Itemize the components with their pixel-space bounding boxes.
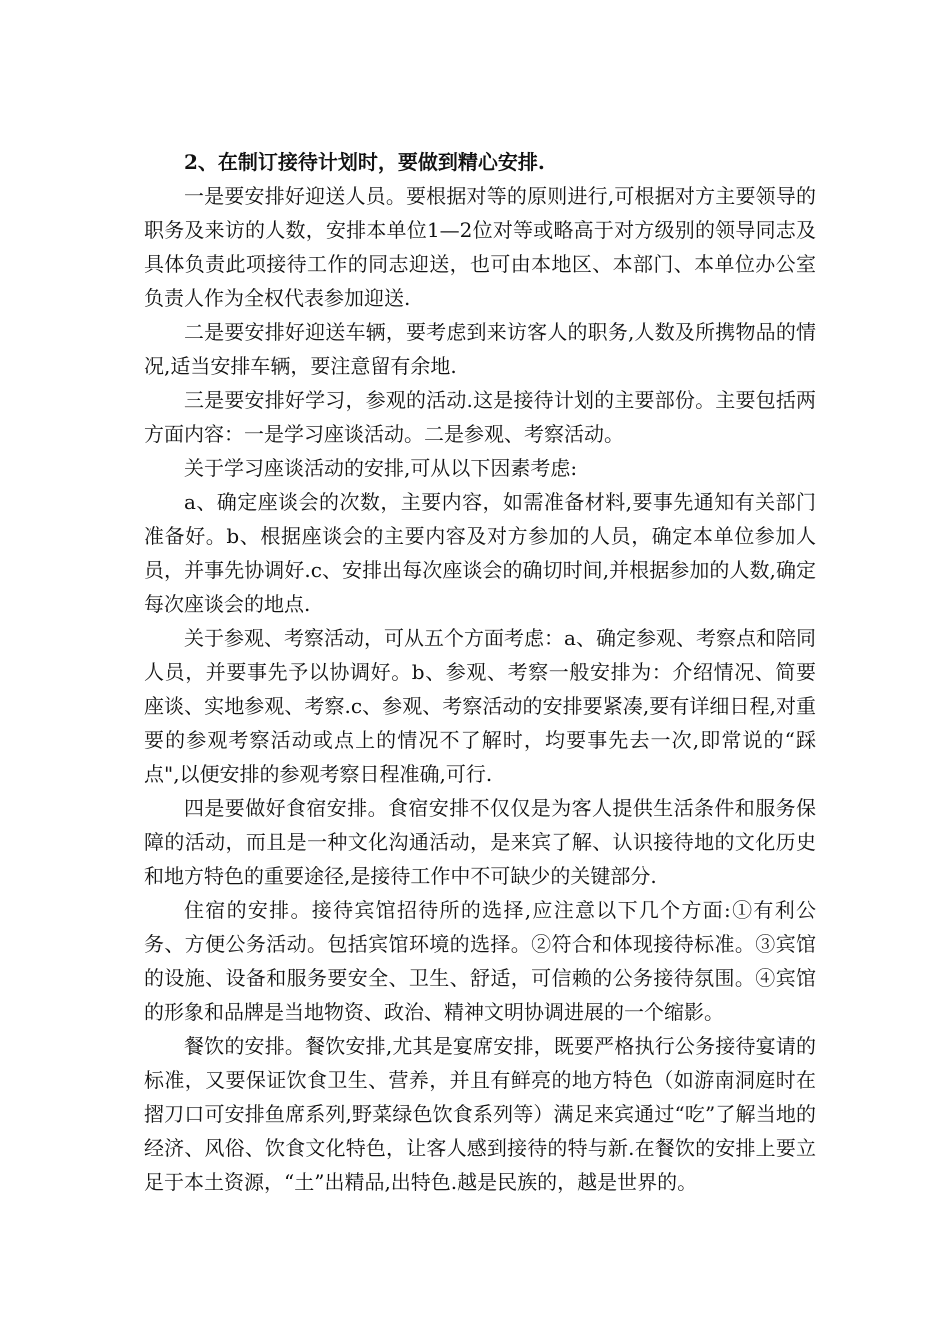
paragraph-vehicles: 二是要安排好迎送车辆，要考虑到来访客人的职务,人数及所携物品的情况,适当安排车辆，要注意留有余地. xyxy=(144,320,816,378)
paragraph-accommodation-dining: 四是要做好食宿安排。食宿安排不仅仅是为客人提供生活条件和服务保障的活动，而且是一种文化沟通活动，是来宾了解、认识接待地的文化历史和地方特色的重要途径,是接待工作中不可缺少的关键部分. xyxy=(144,796,816,888)
paragraph-inspection: 关于参观、考察活动，可从五个方面考虑：a、确定参观、考察点和陪同人员，并要事先予以协调好。b、参观、考察一般安排为：介绍情况、简要座谈、实地参观、考察.c、参观、考察活动的安排要紧凑,要有详细日程,对重要的参观考察活动或点上的情况不了解时，均要事先去一次,即常说的“踩点",以便安排的参观考察日程准确,可行. xyxy=(144,626,816,786)
document-body xyxy=(144,145,816,1199)
paragraph-symposium-intro: 关于学习座谈活动的安排,可从以下因素考虑: xyxy=(184,456,578,480)
paragraph-reception-staff: 一是要安排好迎送人员。要根据对等的原则进行,可根据对方主要领导的职务及来访的人数，安排本单位1—2位对等或略高于对方级别的领导同志及具体负责此项接待工作的同志迎送，也可由本地区、本部门、本单位办公室负责人作为全权代表参加迎送. xyxy=(144,184,816,310)
paragraph-symposium-details: a、确定座谈会的次数，主要内容，如需准备材料,要事先通知有关部门准备好。b、根据座谈会的主要内容及对方参加的人员，确定本单位参加人员，并事先协调好.c、安排出每次座谈会的确切时间,并根据参加的人数,确定每次座谈会的地点. xyxy=(144,490,816,616)
paragraph-catering: 餐饮的安排。餐饮安排,尤其是宴席安排，既要严格执行公务接待宴请的标准，又要保证饮食卫生、营养，并且有鲜亮的地方特色（如游南洞庭时在摺刀口可安排鱼席系列,野菜绿色饮食系列等）满足来宾通过“吃”了解当地的经济、风俗、饮食文化特色，让客人感到接待的特与新.在餐饮的安排上要立足于本土资源，“土”出精品,出特色.越是民族的，越是世界的。 xyxy=(144,1034,816,1194)
paragraph-lodging: 住宿的安排。接待宾馆招待所的选择,应注意以下几个方面:①有利公务、方便公务活动。包括宾馆环境的选择。②符合和体现接待标准。③宾馆的设施、设备和服务要安全、卫生、舒适，可信赖的公务接待氛围。④宾馆的形象和品牌是当地物资、政治、精神文明协调进展的一个缩影。 xyxy=(144,898,816,1024)
paragraph-study-visits: 三是要安排好学习，参观的活动.这是接待计划的主要部份。主要包括两方面内容：一是学习座谈活动。二是参观、考察活动。 xyxy=(144,388,816,446)
section-heading: 2、在制订接待计划时，要做到精心安排. xyxy=(184,150,545,174)
